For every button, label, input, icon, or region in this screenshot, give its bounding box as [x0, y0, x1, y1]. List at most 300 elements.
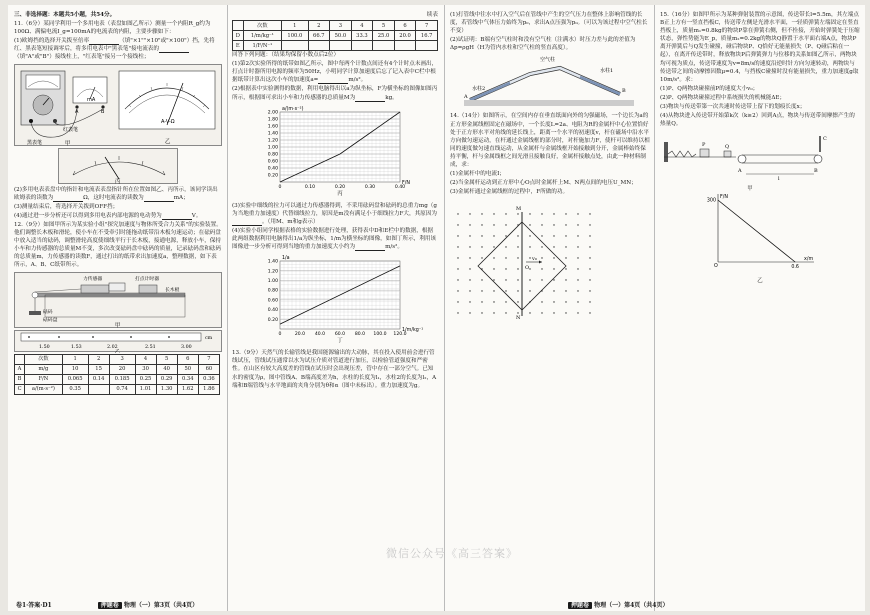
field-dot [469, 269, 470, 270]
row-label: E [233, 41, 244, 51]
field-dot [553, 225, 554, 226]
cell [373, 41, 395, 51]
y-tick-label: 0.20 [267, 173, 278, 179]
row-label: B [15, 374, 25, 384]
y-tick-label: 0.80 [267, 152, 278, 158]
y-tick-label: 1.80 [267, 117, 278, 123]
field-dot [553, 258, 554, 259]
label-l: l [778, 176, 780, 183]
field-dot [469, 280, 470, 281]
q13-p1: (1)打管线中往水中打入空气后在管线中产生的空气压力在整体上影响管线的长度，若管线中气体压力始终为p₀，求出A点压强为p₀。（可以为该过程中空气柱长不变） [450, 12, 648, 35]
q12-p3-blank[interactable] [232, 220, 262, 226]
field-dot [457, 247, 458, 248]
cth-0: 次数 [243, 21, 282, 31]
label-b: B [814, 168, 818, 175]
section-title: 三、非选择题：本题共5小题，共54分。 [14, 12, 116, 18]
field-dot [469, 258, 470, 259]
cell: 66.7 [308, 31, 330, 41]
cell: a/(m·s⁻²) [25, 384, 63, 394]
x-tick-label: 0.10 [304, 184, 316, 190]
tape-tick-2: 1.53 [71, 344, 82, 350]
y-tick-label: 1.60 [267, 124, 278, 130]
field-dot [457, 258, 458, 259]
field-dot [529, 247, 530, 248]
q15-fig-jia-label: 甲 [747, 186, 753, 193]
cell: 0.065 [62, 374, 88, 384]
y-tick-label: 0.40 [267, 166, 278, 172]
q12-answer-hint: 回答下列问题：（结果均保留小数点后2位） [232, 52, 340, 59]
field-dot [553, 291, 554, 292]
q12-p4-unit: m/s²。 [385, 244, 403, 251]
field-dot [481, 258, 482, 259]
field-dot [517, 247, 518, 248]
field-dot [517, 280, 518, 281]
field-dot [529, 225, 530, 226]
field-dot [553, 280, 554, 281]
cell: 0.25 [135, 374, 156, 384]
cell [330, 41, 352, 51]
field-dot [589, 247, 590, 248]
cell: 0.29 [156, 374, 177, 384]
th-6: 6 [177, 354, 198, 364]
force-line [718, 200, 795, 262]
field-dot [469, 302, 470, 303]
field-dot [505, 280, 506, 281]
field-dot [517, 291, 518, 292]
th-7: 7 [198, 354, 219, 364]
field-dot [457, 236, 458, 237]
field-dot [565, 225, 566, 226]
q15-p4: (4)从物块进入传送带开始第k次（k≥2）回到A点，物块与传送带间摩擦产生的热量Q。 [660, 113, 855, 128]
field-dot [469, 214, 470, 215]
red-probe-label: 红表笔 [63, 126, 79, 133]
x-axis-label: x/m [804, 257, 814, 263]
th-2: 2 [88, 354, 109, 364]
footer-left [16, 600, 198, 609]
q14-stem: 14.（14分）如图所示，在空间内存在垂直纸面向外的匀强磁场，一个边长为a的正方形金属线框固定在磁场中，一个长度L=2a、电阻为R的金属杆中心位置恰好处于正方形水平对角线的延长线上，距离一个水平的初速度v，杆在磁场中沿水平方向做匀速运动，在杆通过金属线框的部分时，对杆施加力F，使杆可以维持以相同的速度做匀速直线运动，从金属杆与金属线框开始接触到分开，金属棒始终保持平衡，杆与金属线框之间光滑且接触良好，金属杆接触点处，由此一种材料制成，求： [450, 113, 650, 169]
cth-7: 7 [416, 21, 438, 31]
q11-s2-blank2[interactable] [144, 196, 174, 202]
field-dot [589, 225, 590, 226]
cell: 16.7 [416, 31, 438, 41]
field-dot [541, 302, 542, 303]
watermark: 微信公众号《高三答案》 [386, 547, 518, 560]
field-dot [493, 236, 494, 237]
field-dot [541, 225, 542, 226]
table-row [233, 41, 438, 51]
q12-p2-blank[interactable] [355, 96, 385, 102]
field-dot [493, 269, 494, 270]
black-probe-label: 黑表笔 [27, 139, 43, 146]
tape-tick-3: 2.02 [107, 344, 118, 350]
footer-page-3: 物理（一）第3页（共4页） [123, 602, 199, 609]
field-dot [505, 247, 506, 248]
x-tick-label: 20.0 [294, 332, 306, 338]
q11-s4-b: V。 [191, 212, 202, 219]
field-dot [469, 225, 470, 226]
q15-p1: (1)P、Q两物块碰撞前P的速度大小v₀； [660, 85, 759, 92]
q11-s1-blank[interactable] [89, 39, 119, 45]
field-dot [481, 236, 482, 237]
field-dot [553, 214, 554, 215]
field-dot [589, 280, 590, 281]
conveyor-diagram [660, 132, 840, 182]
cell: F/N [25, 374, 63, 384]
field-dot [553, 313, 554, 314]
field-dot [529, 214, 530, 215]
field-dot [505, 291, 506, 292]
field-dot [565, 247, 566, 248]
cell: 50.0 [330, 31, 352, 41]
chart-ding-svg [232, 253, 432, 347]
svg-text:A-V-Ω: A-V-Ω [161, 118, 175, 125]
field-dot [457, 269, 458, 270]
x-tick-label: 0.40 [394, 184, 406, 190]
chart-caption: 丙 [337, 190, 343, 197]
th-3: 3 [109, 354, 135, 364]
q11-s2-b: Ω，这时电流表的读数为 [83, 194, 144, 201]
fig-bing-label: 丙 [115, 178, 121, 185]
field-dot [457, 302, 458, 303]
label-a: A [738, 168, 742, 175]
cell [351, 41, 373, 51]
chart-bing-svg [232, 104, 432, 200]
column-3 [450, 11, 650, 320]
label-weight: 砝码 [43, 309, 53, 315]
field-dot [493, 291, 494, 292]
cell: 1/m/kg⁻¹ [243, 31, 282, 41]
field-dot [541, 214, 542, 215]
field-dot [541, 280, 542, 281]
ammeter-scale [59, 149, 179, 185]
field-dot [469, 291, 470, 292]
y-tick-label: 1.40 [267, 259, 278, 265]
field-dot [517, 269, 518, 270]
label-a: A [464, 94, 468, 101]
x-axis-label: F/N [402, 180, 410, 186]
tape-tick-5: 3.00 [181, 344, 192, 350]
table-row [15, 374, 220, 384]
q15-figure-jia [660, 132, 860, 193]
q15-chart-svg [700, 190, 820, 274]
field-dot [517, 313, 518, 314]
cell: 33.3 [351, 31, 373, 41]
label-o: O [525, 265, 530, 272]
q13-stem: 13.（9分）天然气的长输管线是我国能源输出的大动脉，其在投入使用前会进行管线试压，管线试压通常以水为试压介质对管道进行加压，以检验管道强度和严密性。在山区有较大高度差的管线在试压时会出现压差，管中存在一部分空气。已知水的密度为ρ，图中管线A、B端高度差为h，水柱的长度为l₁，水柱2的长度为l₂，A端和B端管线与水平地面的夹角分别为θ和α（图中未标出）。重力加速度为g。 [232, 350, 437, 389]
cell: 0.36 [198, 374, 219, 384]
q12-p1 [232, 60, 438, 84]
q12-p3 [232, 202, 438, 226]
q15-fig-yi-label: 乙 [757, 278, 763, 285]
q14-figure [450, 200, 650, 320]
field-dot [529, 280, 530, 281]
chart-bing [232, 104, 438, 200]
column-divider [654, 5, 655, 611]
q11-s1-text: (1)欧姆挡的选择开关拨至倍率 [14, 38, 90, 45]
field-dot [505, 225, 506, 226]
x-tick-label: 0.20 [334, 184, 346, 190]
footer-brand-right: 押题卷 [568, 602, 592, 609]
label-v0: v₀ [532, 256, 537, 263]
x-tick-label: 0.30 [364, 184, 376, 190]
field-dot [505, 302, 506, 303]
field-dot [481, 302, 482, 303]
chart-caption: 丁 [337, 338, 343, 345]
field-dot [577, 236, 578, 237]
field-dot [565, 302, 566, 303]
field-dot [541, 258, 542, 259]
x-tick-label: 100.0 [373, 332, 387, 338]
field-dot [457, 291, 458, 292]
y-tick-label: 0.80 [267, 288, 278, 294]
column-2 [232, 11, 438, 391]
cell: 1.30 [156, 384, 177, 394]
th-5: 5 [156, 354, 177, 364]
exam-sheet [8, 5, 865, 611]
field-dot [469, 313, 470, 314]
fig-jia-label: 甲 [65, 140, 71, 147]
q12-p4-blank[interactable] [355, 245, 385, 251]
q15-stem: 15.（16分）如图甲所示为某种弹射装置的示意图，传送带长l=5.5m，其左端点B正上方有一竖直挡板C，传送带左侧是光滑水平面，一轻质弹簧左端固定在竖直挡板上，质量m₁=0.8kg的物块P靠在弹簧右侧，但不拴接，开始时弹簧处于压缩状态，弹性势能为E_p，质量m₂=0.2kg的物块Q静置于水平面右端A点，物块P离开弹簧后与Q发生碰撞，碰后物块P、Q恰好无能量损失（P、Q碰后粘在一起），在离开传送带时，释放物块P后弹簧弹力与位移的关系如图乙所示，两物块均可视为质点，传送带速度为v=8m/s的速度沿逆时针方向匀速转动，两物块与传送带之间的动摩擦因数μ=0.4，与挡板C碰撞时没有能量损失，重力加速度g取10m/s²。求： [660, 12, 860, 83]
cth-1: 1 [282, 21, 308, 31]
fig-yi-label: 乙 [165, 138, 171, 145]
label-p: P [702, 142, 706, 149]
field-dot [493, 280, 494, 281]
field-dot [481, 214, 482, 215]
column-1 [14, 11, 222, 395]
cell [308, 41, 330, 51]
tape-unit: cm [205, 335, 213, 341]
svg-text:A: A [75, 108, 79, 115]
field-dot [493, 214, 494, 215]
field-dot [457, 280, 458, 281]
q11-s4-text: (4)通过进一步分析还可以得到多用电表内部电源的电动势为 [14, 212, 162, 219]
cell: 100.0 [282, 31, 308, 41]
q12-figure-jia [14, 272, 222, 328]
q12-p1-text: (1)第2次实验所得的纸带如图乙所示，图中每两个计数点间还有4个计时点未画出，打点计时器所用电源的频率为50Hz，小明同学计算加速度后忘了记入表中C栏中根据纸带计算出这次小车的加速度a= [232, 61, 438, 84]
y-axis-label: 1/a [282, 256, 290, 262]
column-divider [227, 5, 228, 611]
field-dot [457, 214, 458, 215]
q11-stem: 11.（6分）某同学利用一个多用电表（表盘如图乙所示）测量一个内阻R_g约为100Ω、满偏电流I_g=100mA的电流表的内阻，主要步骤如下： [14, 21, 211, 36]
field-dot [589, 269, 590, 270]
svg-text:B: B [101, 108, 105, 115]
x-tick-label: 120.0 [393, 332, 407, 338]
cell [88, 384, 109, 394]
field-dot [493, 258, 494, 259]
field-dot [529, 269, 530, 270]
cth-3: 3 [330, 21, 352, 31]
cell: 0.185 [109, 374, 135, 384]
table-corner [15, 354, 25, 364]
cth-4: 4 [351, 21, 373, 31]
cell: 20 [109, 364, 135, 374]
field-dot [589, 258, 590, 259]
y-axis-label: F/N [720, 195, 728, 201]
q11-s1-b: （填"×1""×10"或"×100"）挡，先将红、黑表笔短接调零后，将多用电表中"黑表笔"接电流表的 [14, 38, 215, 53]
q15-p3: (3)物块与传送带第一次共速时传送带上留下的划痕长度x； [660, 104, 806, 111]
field-dot [481, 225, 482, 226]
svg-text:mA: mA [87, 96, 96, 103]
field-dot [565, 236, 566, 237]
table-row [233, 31, 438, 41]
field-dot [517, 236, 518, 237]
cell: 0.14 [88, 374, 109, 384]
th-1: 1 [62, 354, 88, 364]
field-dot [517, 302, 518, 303]
q12-continued-table [232, 20, 438, 51]
cell [416, 41, 438, 51]
q13-p2: (2)试证明：B端有空气柱时和没有空气柱（注满水）时压力差与此的差值为Δp=ρgH（H为管内水柱和空气柱的竖直高度）。 [450, 37, 636, 52]
field-dot [529, 236, 530, 237]
cell: 25.0 [373, 31, 395, 41]
label-q: Q [725, 144, 730, 151]
magnetic-field-diagram [450, 200, 600, 320]
label-n: N [516, 315, 521, 321]
y-tick-label: 1.40 [267, 131, 278, 137]
row-label: C [15, 384, 25, 394]
field-dot [589, 302, 590, 303]
field-dot [541, 236, 542, 237]
cell: m/g [25, 364, 63, 374]
q12-p1-blank[interactable] [318, 78, 348, 84]
footer-brand: 押题卷 [98, 602, 122, 609]
q11-s3: (3)测量结束后，将选择开关拨到OFF挡； [14, 203, 119, 210]
field-dot [505, 258, 506, 259]
q11-s1 [14, 37, 222, 61]
cell [282, 41, 308, 51]
q12-p2 [232, 85, 438, 101]
field-dot [505, 214, 506, 215]
y-tick-label: 1.20 [267, 138, 278, 144]
label-water-1: 水柱1 [600, 68, 614, 75]
field-dot [505, 269, 506, 270]
field-dot [589, 214, 590, 215]
q12-figure-yi-tape [14, 330, 222, 352]
x-tick-label: 0 [278, 184, 282, 190]
y-axis-label: a/(m·s⁻²) [282, 106, 304, 112]
chart-ding [232, 253, 438, 347]
table-continued-label: 续表 [426, 12, 438, 18]
label-force-sensor: 力传感器 [83, 276, 103, 282]
cell: 60 [198, 364, 219, 374]
y-tick-label: 1.00 [267, 279, 278, 285]
q12-p1-unit: m/s²。 [348, 77, 367, 84]
label-c: C [823, 136, 827, 143]
field-dot [541, 313, 542, 314]
cont-corner [233, 21, 244, 31]
field-dot [553, 236, 554, 237]
multimeter-diagram [15, 65, 221, 147]
label-weight-pan: 砝码盘 [43, 317, 58, 323]
y-tick-label: 300 [706, 199, 716, 205]
field-dot [469, 236, 470, 237]
field-dot [517, 258, 518, 259]
y-tick-label: 0.60 [267, 298, 278, 304]
q12-p3-text: (3)实验中细线的拉力可以通过力传感器得到，不采用砝码盘和砝码的总重力mg（g为当地重力加速度）代替细线拉力，原因是m没有满足小于细线拉力F大，其原因为 [232, 202, 437, 217]
q11-s2-c: mA； [173, 194, 189, 201]
q14-p1: (1)金属杆中的电流I； [450, 171, 505, 178]
q11-s1-c: （填"A"或"B"）接线柱上，"红表笔"接另一个接线柱； [14, 54, 150, 61]
field-dot [541, 269, 542, 270]
column-divider [444, 5, 445, 611]
field-dot [493, 225, 494, 226]
field-dot [505, 236, 506, 237]
field-dot [589, 236, 590, 237]
field-dot [565, 214, 566, 215]
q14-p3: (3)金属杆通过金属线框的过程中，F所做的功。 [450, 189, 569, 196]
cth-5: 5 [373, 21, 395, 31]
column-4 [660, 11, 860, 285]
cth-2: 2 [308, 21, 330, 31]
th-4: 4 [135, 354, 156, 364]
row-label: A [15, 364, 25, 374]
q12-stem: 12.（9分）如图甲所示为某实验小组"探究加速度与物体所受合力关系"的实验装置。他们调整长木板和滑轮，使小车在不受牵引时能拖动纸带沿木板匀速运动；在砝码盘中放入适当的砝码，调整滑轮高度使细线平行于长木板，接通电源，释放小车，保持小车和力传感器的总质量M不变，多次改变砝码盘中砝码的质量，记录砝码盘和砝码的总质量m，力传感器的读数F，通过打出的纸带求出加速度a，整理数据，如下表所示，A、B、C纸带所示。 [14, 221, 222, 269]
q11-figure-jia-yi [14, 64, 222, 146]
y-tick-label: 0.40 [267, 308, 278, 314]
field-dot [577, 313, 578, 314]
q11-s2-text: (2)多用电表表盘中的指针和电流表表盘指针所在位置如图乙、丙所示，该同学读出欧姆表的读数为 [14, 186, 218, 201]
field-dot [553, 302, 554, 303]
q11-figure-bing [58, 148, 178, 184]
field-dot [553, 269, 554, 270]
q12-p3-b: 。（用M、m和g表示） [262, 218, 319, 225]
q12-p2-text: (2)根据表中实验测得的数据，利用电脑得出以a为纵坐标，F为横坐标的图像如图丙所示，根据图可求出小车和力传感器的总质量M为 [232, 86, 438, 101]
field-dot [577, 269, 578, 270]
field-dot [589, 313, 590, 314]
field-dot [565, 291, 566, 292]
pipeline-diagram [450, 54, 650, 110]
field-dot [481, 247, 482, 248]
cth-6: 6 [394, 21, 416, 31]
field-dot [529, 291, 530, 292]
q12-p4 [232, 227, 438, 251]
field-dot [577, 302, 578, 303]
q11-s1-blank2[interactable] [159, 47, 189, 53]
cell: 50 [177, 364, 198, 374]
field-dot [493, 302, 494, 303]
x-tick-label: 80.0 [354, 332, 366, 338]
footer-page-4: 物理（一）第4页（共4页） [594, 602, 669, 609]
y-tick-label: 1.00 [267, 145, 278, 151]
label-air-column: 空气柱 [540, 57, 556, 64]
cell [394, 41, 416, 51]
label-timer: 打点计时器 [135, 276, 159, 282]
cell: 1.01 [135, 384, 156, 394]
row-label: D [233, 31, 244, 41]
y-tick-label: 0.20 [267, 318, 278, 324]
cell: 0.74 [109, 384, 135, 394]
x-tick-label: 0 [278, 332, 282, 338]
label-board: 长木板 [165, 287, 180, 293]
cell: 1.86 [198, 384, 219, 394]
field-dot [589, 291, 590, 292]
field-dot [481, 280, 482, 281]
cell: 1.62 [177, 384, 198, 394]
label-b: B [622, 88, 626, 95]
table-header-row [15, 354, 220, 364]
q15-chart [660, 190, 860, 285]
q11-s4-blank[interactable] [162, 214, 192, 220]
q11-s2 [14, 186, 222, 202]
q11-s2-blank[interactable] [53, 196, 83, 202]
cell: 40 [156, 364, 177, 374]
field-dot [577, 214, 578, 215]
footer-tag: 卷1·答案·D1 [16, 602, 52, 609]
cont-header-row [233, 21, 438, 31]
field-dot [577, 247, 578, 248]
q12-p4-text: (4)实验小组同学根据表格的实验数据进行处理，获得表中D和E栏中的数据，根据此两组数据利用电脑得出1/a为纵坐标，1/m为横坐标的图像，如图丁所示，利用该图像进一步分析可得到当地的重力加速度大小约为 [232, 227, 437, 251]
